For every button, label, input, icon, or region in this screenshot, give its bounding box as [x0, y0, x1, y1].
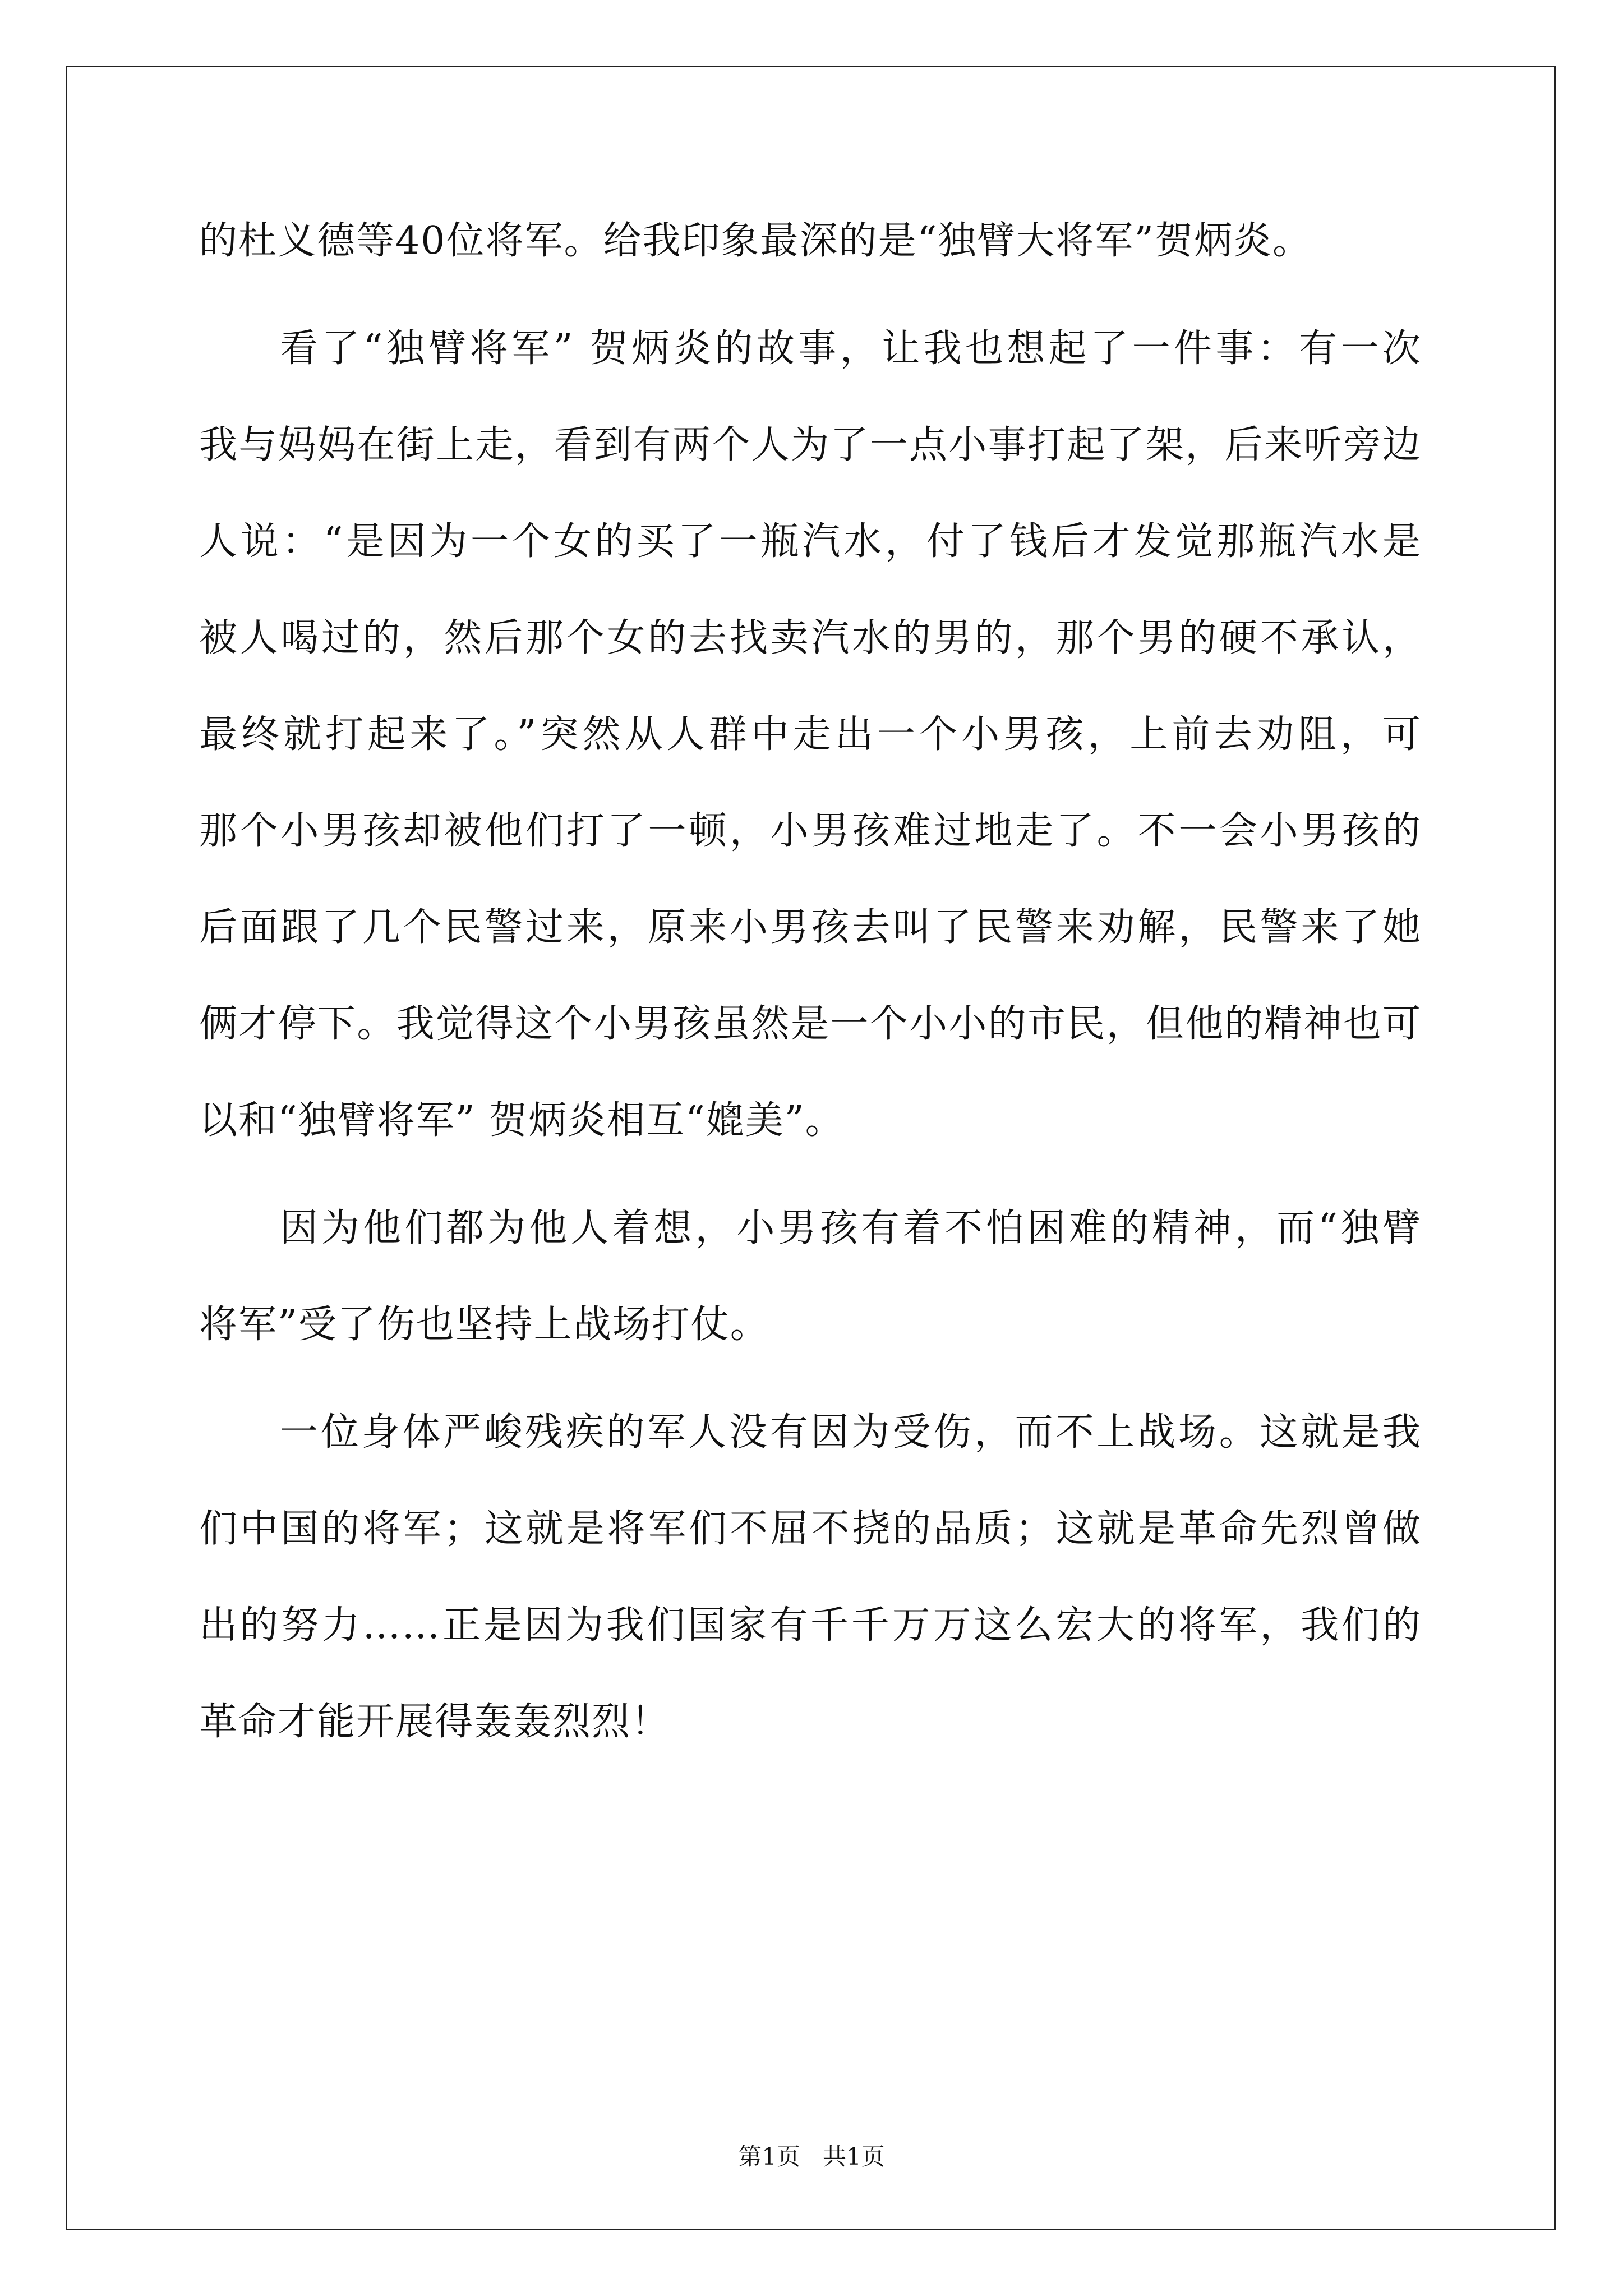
page-number: 第1页 共1页 [738, 2143, 885, 2170]
text-line: 出的努力……正是因为我们国家有千千万万这么宏大的将军，我们的 [199, 1603, 1422, 1648]
text-line: 人说：“是因为一个女的买了一瓶汽水，付了钱后才发觉那瓶汽水是 [199, 519, 1422, 564]
paragraph-start-line: 看了“独臂将军” 贺炳炎的故事，让我也想起了一件事：有一次 [280, 326, 1422, 371]
text-line: 革命才能开展得轰轰烈烈！ [199, 1700, 671, 1744]
text-line: 们中国的将军；这就是将军们不屈不挠的品质；这就是革命先烈曾做 [199, 1507, 1422, 1551]
paragraph-start-line: 因为他们都为他人着想，小男孩有着不怕困难的精神，而“独臂 [280, 1206, 1422, 1250]
text-line: 我与妈妈在街上走，看到有两个人为了一点小事打起了架，后来听旁边 [199, 423, 1422, 467]
text-line: 将军”受了伤也坚持上战场打仗。 [199, 1303, 769, 1347]
text-line: 最终就打起来了。”突然从人群中走出一个小男孩，上前去劝阻，可 [199, 712, 1422, 757]
text-line: 后面跟了几个民警过来，原来小男孩去叫了民警来劝解，民警来了她 [199, 905, 1422, 950]
text-line: 俩才停下。我觉得这个小男孩虽然是一个小小的市民，但他的精神也可 [199, 1002, 1422, 1046]
text-line: 的杜义德等40位将军。给我印象最深的是“独臂大将军”贺炳炎。 [199, 219, 1312, 263]
text-line: 以和“独臂将军” 贺炳炎相互“媲美”。 [199, 1098, 845, 1143]
text-line: 那个小男孩却被他们打了一顿，小男孩难过地走了。不一会小男孩的 [199, 809, 1422, 853]
text-line: 被人喝过的，然后那个女的去找卖汽水的男的，那个男的硬不承认， [199, 616, 1422, 660]
paragraph-start-line: 一位身体严峻残疾的军人没有因为受伤，而不上战场。这就是我 [280, 1410, 1422, 1455]
